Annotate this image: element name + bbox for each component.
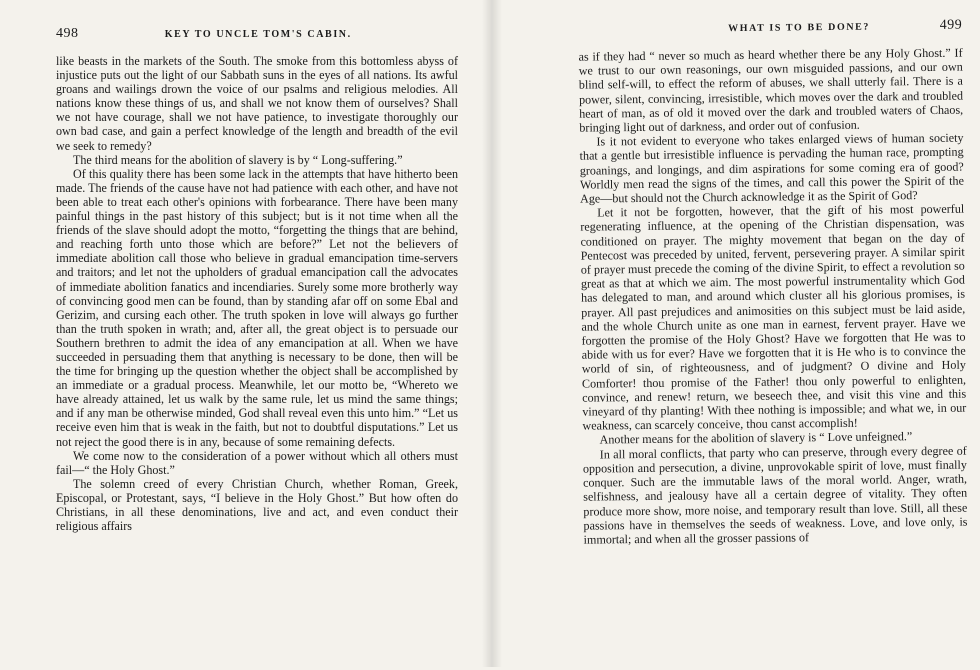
page-number-left: 498 — [56, 26, 79, 41]
paragraph: Let it not be forgotten, however, that the gift of his most powerful regenerating influence, at the opening of the Christian dispensation, was conditioned on prayer. The mighty movement that began on the day of Pentecost was preceded by united, fervent, persevering prayer. A similar spirit of prayer must precede the coming of the divine Spirit, to effect a revolution so great as that at which we aim. The most powerful instrumentality which God has delegated to man, and around which cluster all his glorious promises, is prayer. All past prejudices and animosities on this subject must be laid aside, and the whole Church unite as one man in earnest, fervent prayer. Have we forgotten the promise of the Holy Ghost? Have we forgotten that He was to abide with us for ever? Have we forgotten that it is He who is to convince the world of sin, of righteousness, and of judgment? O divine and Holy Comforter! thou promise of the Father! thou only powerful to enlighten, convince, and renew! return, we beseech thee, and visit this vine and this vineyard of thy planting! With thee nothing is impossible; and what we, in our weakness, can scarcely conceive, thou canst accomplish! — [580, 201, 967, 433]
paragraph: The solemn creed of every Christian Church, whether Roman, Greek, Episcopal, or Protestant, says, “I believe in the Holy Ghost.” But how often do Christians, in all these denominations, live and act, and even conduct their religious affairs — [56, 476, 458, 534]
running-head-left — [56, 26, 458, 48]
paragraph: We come now to the consideration of a power without which all others must fail—“ the Holy Ghost.” — [56, 448, 458, 477]
paragraph: Is it not evident to everyone who takes enlarged views of human society that a gentle but irresistible influence is pervading the human race, prompting groanings, and longings, and dim aspirations for some coming era of good? Worldly men read the signs of the times, and call this power the Spirit of the Age—but should not the Church acknowledge it as the Spirit of God? — [579, 130, 964, 206]
left-page — [0, 0, 490, 667]
running-head-title-left: KEY TO UNCLE TOM'S CABIN. — [164, 29, 352, 40]
page-number-right: 499 — [939, 17, 963, 33]
paragraph: as if they had “ never so much as heard whether there be any Holy Ghost.” If we trust to our own reasonings, our own misguided passions, and our own blind self-will, to effect the reform of abuses, we shall utterly fail. There is a power, silent, convincing, irresistible, which moves over the dark and troubled heart of man, as of old it moved over the dark and troubled waters of Chaos, bringing light out of darkness, and order out of confusion. — [578, 45, 964, 135]
right-page — [490, 0, 980, 670]
paragraph: like beasts in the markets of the South. The smoke from this bottomless abyss of injustice puts out the light of our Sabbath suns in the eyes of all nations. Its awful groans and wailings drown the voice of our psalms and religious melodies. All nations know these things of us, and shall we not know them of ourselves? Shall we not have courage, shall we not have patience, to investigate thoroughly our own bad case, and gain a perfect knowledge of the length and breadth of the evil we seek to remedy? — [56, 54, 458, 153]
running-head-right — [578, 18, 962, 44]
paragraph: Of this quality there has been some lack in the attempts that have hitherto been made. The friends of the cause have not had patience with each other, and have not been able to treat each other's opinions with forbearance. There have been many painful things in the past history of this subject; but is it not time when all the friends of the slave should adopt the motto, “forgetting the things that are behind, and reaching forth unto those which are before?” Let not the believers of immediate abolition call those who believe in gradual emancipation time-servers and traitors; and let not the upholders of gradual emancipation call the advocates of immediate abolition fanatics and incendiaries. Surely some more brotherly way of convincing good men can be found, than by standing afar off on some Ebal and Gerizim, and cursing each other. The truth spoken in love will always go further than the truth spoken in wrath; and, after all, the great object is to persuade our Southern brethren to admit the idea of any emancipation at all. When we have succeeded in persuading them that anything is necessary to be done, then will be the time for bringing up the question whether the object shall be accomplished by an immediate or a gradual process. Meanwhile, let our motto be, “Whereto we have already attained, let us walk by the same rule, let us mind the same things; and if any man be otherwise minded, God shall reveal even this unto him.” “Let us receive even him that is weak in the faith, but not to doubtful disputations.” Let us not reject the good there is in any, because of some remaining defects. — [56, 166, 458, 449]
paragraph: The third means for the abolition of slavery is by “ Long-suffering.” — [73, 152, 403, 167]
paragraph: Another means for the abolition of slavery is “ Love unfeigned.” — [599, 429, 913, 447]
paragraph: In all moral conflicts, that party who can preserve, through every degree of opposition and persecution, a divine, unprovokable spirit of love, must finally conquer. Such are the immutable laws of the moral world. Anger, wrath, selfishness, and jealousy have all a certain degree of vitality. They often produce more show, more noise, and temporary result than love. Still, all these passions have in themselves the seeds of weakness. Love, and love only, is immortal; and when all the grosser passions of — [582, 443, 968, 547]
running-head-title-right: WHAT IS TO BE DONE? — [728, 21, 871, 35]
